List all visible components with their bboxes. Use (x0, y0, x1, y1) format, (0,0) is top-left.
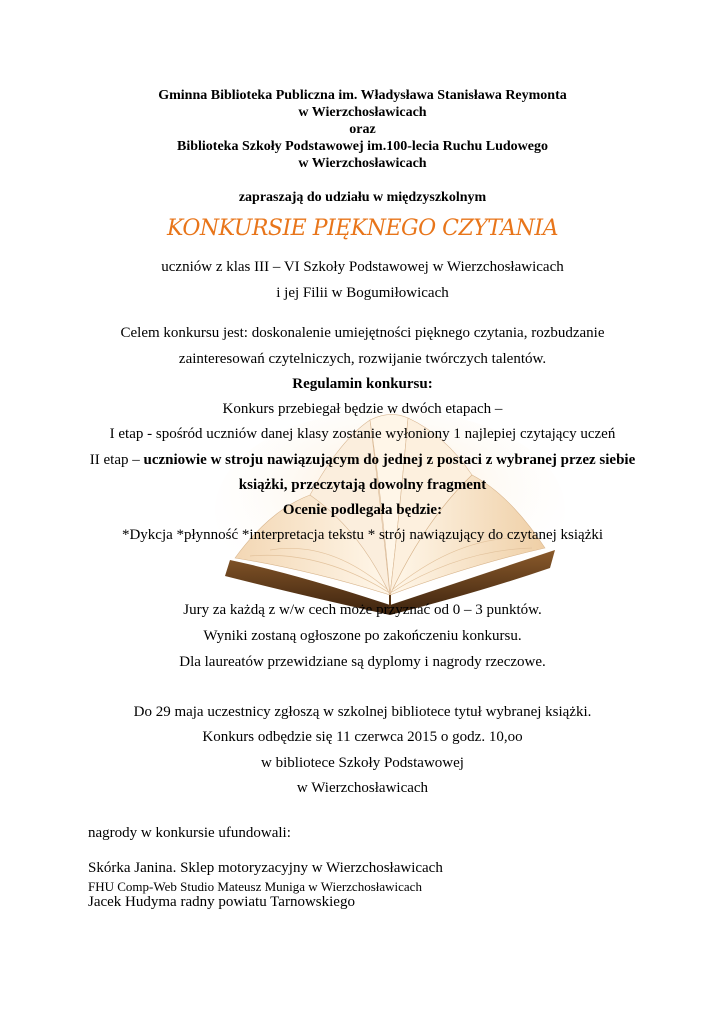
header-line-4: Biblioteka Szkoły Podstawowej im.100-lecia Ruchu Ludowego (176, 139, 548, 154)
schedule-line-1: Do 29 maja uczestnicy zgłoszą w szkolnej bibliotece tytuł wybranej książki. (133, 704, 592, 720)
contest-title: KONKURSIE PIĘKNEGO CZYTANIA (167, 216, 558, 241)
audience-line-2: i jej Filii w Bogumiłowicach (276, 285, 449, 301)
stage-2-continuation: książki, przeczytają dowolny fragment (238, 477, 487, 493)
invite-line: zapraszają do udziału w międzyszkolnym (238, 190, 487, 205)
header-line-5: w Wierzchosławicach (298, 156, 427, 171)
stage-2-prefix: II etap – (89, 452, 144, 468)
audience-line-1: uczniów z klas III – VI Szkoły Podstawowej w Wierzchosławicach (161, 259, 564, 275)
stages-intro: Konkurs przebiegał będzie w dwóch etapach – (222, 401, 503, 417)
jury-line-1: Jury za każdą z w/w cech może przyznać od 0 – 3 punktów. (183, 602, 542, 618)
goal-line-2: zainteresowań czytelniczych, rozwijanie twórczych talentów. (178, 351, 547, 367)
rules-heading: Regulamin konkursu: (292, 376, 433, 392)
stage-1: I etap - spośród uczniów danej klasy zostanie wyłoniony 1 najlepiej czytający uczeń (109, 426, 616, 442)
schedule-line-2: Konkurs odbędzie się 11 czerwca 2015 o godz. 10,oo (202, 729, 523, 745)
stage-2 (0, 452, 725, 469)
schedule-line-4: w Wierzchosławicach (296, 780, 429, 796)
criteria-list: *Dykcja *płynność *interpretacja tekstu * strój nawiązujący do czytanej książki (121, 527, 604, 543)
stage-2-bold: uczniowie w stroju nawiązującym do jednej z postaci z wybranej przez siebie (143, 452, 636, 468)
sponsor-item: FHU Comp-Web Studio Mateusz Muniga w Wierzchosławicach (88, 879, 422, 894)
header-line-1: Gminna Biblioteka Publiczna im. Władysława Stanisława Reymonta (158, 88, 567, 103)
header-line-3: oraz (349, 122, 376, 137)
sponsor-item: Jacek Hudyma radny powiatu Tarnowskiego (88, 894, 355, 910)
goal-line-1: Celem konkursu jest: doskonalenie umiejętności pięknego czytania, rozbudzanie (120, 325, 605, 341)
sponsor-item: Skórka Janina. Sklep motoryzacyjny w Wierzchosławicach (88, 860, 443, 876)
header-line-2: w Wierzchosławicach (298, 105, 427, 120)
jury-line-3: Dla laureatów przewidziane są dyplomy i nagrody rzeczowe. (179, 654, 546, 670)
criteria-heading: Ocenie podlegała będzie: (282, 502, 443, 518)
schedule-line-3: w bibliotece Szkoły Podstawowej (261, 755, 464, 771)
jury-line-2: Wyniki zostaną ogłoszone po zakończeniu konkursu. (203, 628, 522, 644)
sponsors-heading: nagrody w konkursie ufundowali: (88, 825, 291, 841)
